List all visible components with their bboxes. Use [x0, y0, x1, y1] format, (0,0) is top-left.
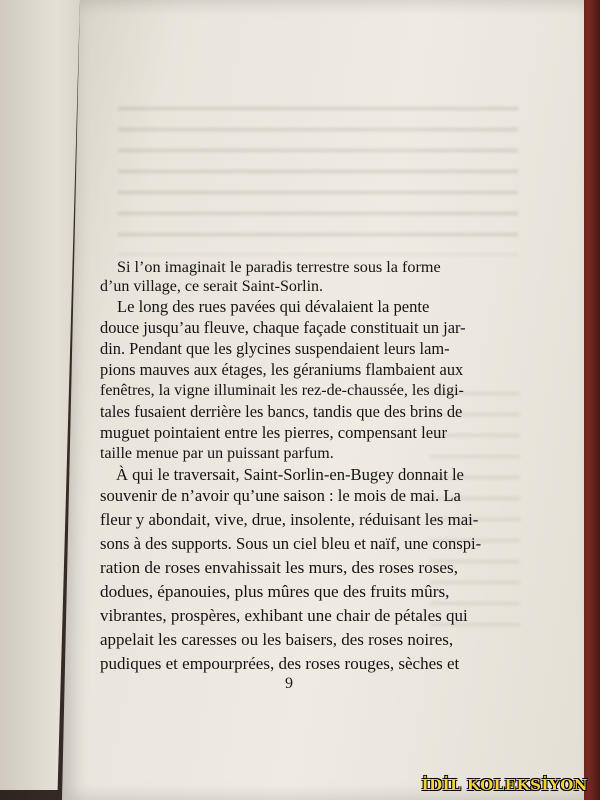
watermark: İDİL KOLEKSİYON	[421, 776, 588, 794]
text-line: Si l’on imaginait le paradis terrestre sous la forme	[117, 258, 441, 276]
text-line: À qui le traversait, Saint-Sorlin-en-Bugey donnait le	[116, 465, 464, 484]
text-line: appelait les caresses ou les baisers, des roses noires,	[100, 630, 454, 649]
text-line: taille menue par un puissant parfum.	[100, 445, 334, 462]
text-line: souvenir de n’avoir qu’une saison : le mois de mai. La	[100, 486, 461, 505]
text-line: ration de roses envahissait les murs, des roses roses,	[100, 558, 459, 577]
text-line: d’un village, ce serait Saint-Sorlin.	[100, 278, 324, 295]
text-line: sons à des supports. Sous un ciel bleu et naïf, une conspi-	[100, 534, 482, 553]
text-line: pudiques et empourprées, des roses rouges, sèches et	[100, 654, 460, 673]
text-line: din. Pendant que les glycines suspendaient leurs lam-	[100, 339, 450, 358]
text-line: fleur y abondait, vive, drue, insolente, réduisant les mai-	[100, 510, 479, 529]
text-line: fenêtres, la vigne illuminait les rez-de-chaussée, les digi-	[100, 382, 464, 399]
text-line: pions mauves aux étages, les géraniums flambaient aux	[100, 360, 464, 379]
text-line: Le long des rues pavées qui dévalaient la pente	[117, 297, 430, 316]
text-line: vibrantes, prospères, exhibant une chair de pétales qui	[100, 606, 468, 625]
text-line: dodues, épanouies, plus mûres que des fruits mûrs,	[100, 582, 450, 601]
page-number: 9	[285, 675, 293, 692]
text-line: douce jusqu’au fleuve, chaque façade constituait un jar-	[100, 318, 466, 337]
text-line: muguet pointaient entre les pierres, compensant leur	[100, 423, 447, 442]
text-line: tales fusaient derrière les bancs, tandis que des brins de	[100, 402, 463, 421]
